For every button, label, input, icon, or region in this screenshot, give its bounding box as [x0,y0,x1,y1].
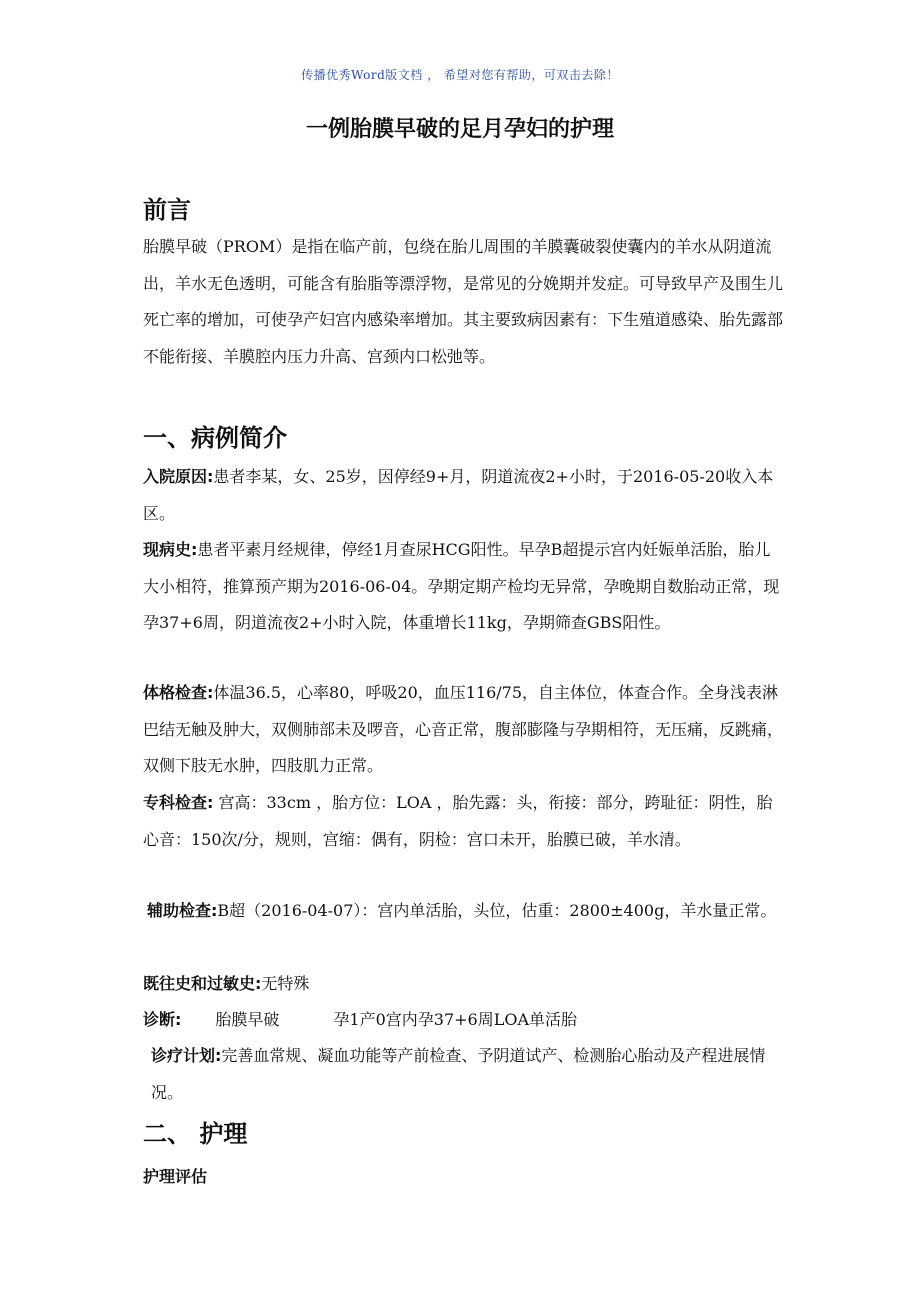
admission-label: 入院原因: [143,467,214,486]
auxiliary-exam [143,893,787,930]
past-history [143,966,783,1003]
auxiliary-text: B超（2016-04-07）：宫内单活胎，头位，估重：2800±400g，羊水量正常。 [217,901,777,920]
preface-paragraph: 胎膜早破（PROM）是指在临产前，包绕在胎儿周围的羊膜囊破裂使囊内的羊水从阴道流出，羊水无色透明，可能含有胎脂等漂浮物，是常见的分娩期并发症。可导致早产及围生儿死亡率的增加，可使孕产妇宫内感染率增加。其主要致病因素有：下生殖道感染、胎先露部不能衔接、羊膜腔内压力升高、宫颈内口松弛等。 [143,237,784,366]
physical-text: 体温36.5，心率80，呼吸20，血压116/75，自主体位，体查合作。全身浅表淋巴结无触及肿大，双侧肺部未及啰音，心音正常，腹部膨隆与孕期相符，无压痛，反跳痛，双侧下肢无水肿，四肢肌力正常。 [143,683,784,775]
history-label: 现病史: [143,540,198,559]
admission-text: 患者李某，女、25岁，因停经9+月，阴道流夜2+小时，于2016-05-20收入本区。 [143,467,774,523]
preface-heading: 前言 [143,196,191,224]
plan-text: 完善血常规、凝血功能等产前检查、予阴道试产、检测胎心胎动及产程进展情况。 [151,1046,766,1102]
history-text: 患者平素月经规律，停经1月查尿HCG阳性。早孕B超提示宫内妊娠单活胎，胎儿大小相符，推算预产期为2016-06-04。孕期定期产检均无异常，孕晚期自数胎动正常，现孕37+6周，阴道流夜2+小时入院，体重增长11kg，孕期筛查GBS阳性。 [143,540,780,632]
admission-reason [143,459,783,532]
diagnosis-label: 诊断: [143,1010,182,1029]
specialist-label: 专科检查: [143,793,214,812]
auxiliary-label: 辅助检查: [147,901,218,920]
specialist-text: 宫高：33cm ，胎方位：LOA ，胎先露：头，衔接：部分，跨耻征：阴性，胎心音：150次/分，规则，宫缩：偶有，阴检：宫口未开，胎膜已破，羊水清。 [143,793,773,849]
document-title: 一例胎膜早破的足月孕妇的护理 [305,117,614,142]
treatment-plan [143,1038,791,1111]
diagnosis-item-2: 孕1产0宫内孕37+6周LOA单活胎 [333,1010,578,1029]
present-history [143,532,783,642]
plan-label: 诊疗计划: [151,1046,222,1065]
diagnosis [143,1002,783,1039]
physical-label: 体格检查: [143,683,214,702]
nursing-assessment-heading: 护理评估 [143,1167,208,1186]
diagnosis-item-1: 胎膜早破 [215,1010,280,1029]
case-heading: 一、病例简介 [143,424,287,452]
specialist-exam [143,785,783,858]
physical-exam [143,675,783,785]
header-note: 传播优秀Word版文档 ， 希望对您有帮助，可双击去除！ [301,68,619,82]
nursing-heading: 二、 护理 [143,1120,248,1148]
past-text: 无特殊 [261,974,310,993]
past-label: 既往史和过敏史: [143,974,262,993]
